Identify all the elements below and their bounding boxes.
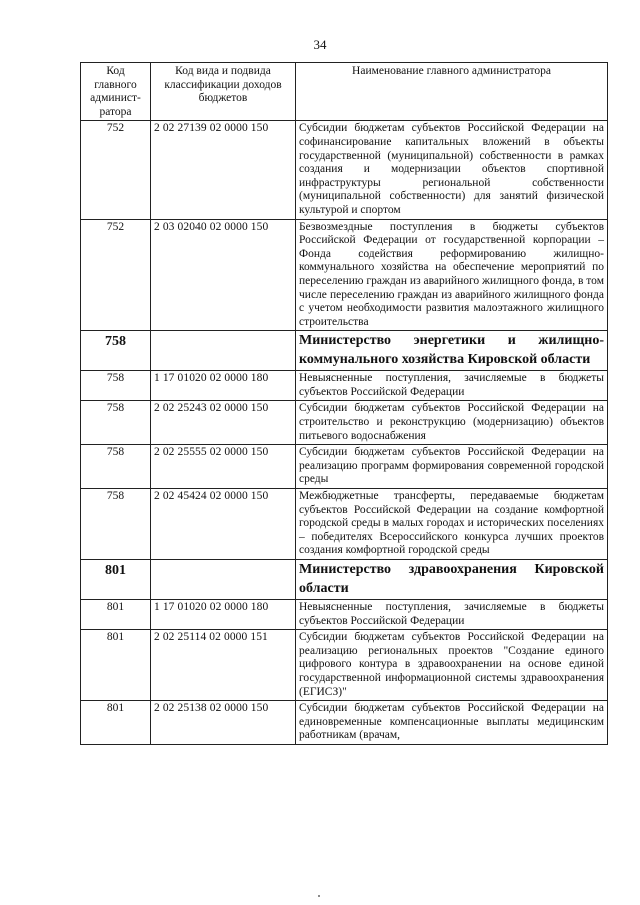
table-row bbox=[81, 600, 608, 630]
section-row bbox=[81, 331, 608, 371]
header-admin-name: Наименование главного администратора bbox=[296, 63, 608, 121]
revenue-name-cell: Невыясненные поступления, зачисляемые в бюджеты субъектов Российской Федерации bbox=[296, 600, 608, 630]
budget-revenue-table bbox=[80, 62, 608, 745]
revenue-code-cell: 2 02 45424 02 0000 150 bbox=[151, 489, 296, 560]
revenue-name-cell: Субсидии бюджетам субъектов Российской Федерации на софинансирование капитальных вложений в объекты государственной (муниципальной) собственности в рамках создания и модернизации объектов спортивной инфраструктуры региональной собственности (муниципальной собственности) для занятий физической культурой и спортом bbox=[296, 121, 608, 219]
revenue-name-cell: Межбюджетные трансферты, передаваемые бюджетам субъектов Российской Федерации на создание комфортной городской среды в малых городах и исторических поселениях – победителях Всероссийского конкурса лучших проектов создания комфортной городской среды bbox=[296, 489, 608, 560]
admin-code-cell: 801 bbox=[81, 630, 151, 701]
admin-code-cell: 758 bbox=[81, 401, 151, 445]
table-row bbox=[81, 401, 608, 445]
revenue-code-cell: 1 17 01020 02 0000 180 bbox=[151, 371, 296, 401]
revenue-code-cell bbox=[151, 331, 296, 371]
table-row bbox=[81, 121, 608, 219]
admin-code-cell: 801 bbox=[81, 560, 151, 600]
revenue-name-cell: Субсидии бюджетам субъектов Российской Федерации на единовременные компенсационные выплаты медицинским работникам (врачам, bbox=[296, 701, 608, 745]
header-revenue-classification-code: Код вида и подвида классификации доходов бюджетов bbox=[151, 63, 296, 121]
admin-code-cell: 758 bbox=[81, 445, 151, 489]
revenue-name-cell: Субсидии бюджетам субъектов Российской Федерации на реализацию программ формирования современной городской среды bbox=[296, 445, 608, 489]
admin-code-cell: 758 bbox=[81, 489, 151, 560]
table-row bbox=[81, 371, 608, 401]
table-body bbox=[81, 121, 608, 745]
page-number: 34 bbox=[313, 37, 327, 52]
revenue-code-cell: 2 02 25243 02 0000 150 bbox=[151, 401, 296, 445]
revenue-code-cell: 2 02 25138 02 0000 150 bbox=[151, 701, 296, 745]
revenue-code-cell bbox=[151, 560, 296, 600]
revenue-name-cell: Невыясненные поступления, зачисляемые в бюджеты субъектов Российской Федерации bbox=[296, 371, 608, 401]
revenue-code-cell: 1 17 01020 02 0000 180 bbox=[151, 600, 296, 630]
table-row bbox=[81, 219, 608, 331]
revenue-code-cell: 2 02 27139 02 0000 150 bbox=[151, 121, 296, 219]
admin-code-cell: 801 bbox=[81, 701, 151, 745]
scan-speck bbox=[318, 895, 320, 897]
revenue-name-cell: Субсидии бюджетам субъектов Российской Федерации на реализацию региональных проектов "Создание единого цифрового контура в здравоохранении на основе единой государственной информационной системы здравоохранения (ЕГИСЗ)" bbox=[296, 630, 608, 701]
admin-code-cell: 801 bbox=[81, 600, 151, 630]
ministry-name-cell: Министерство энергетики и жилищно-коммунального хозяйства Кировской области bbox=[296, 331, 608, 371]
admin-code-cell: 758 bbox=[81, 331, 151, 371]
admin-code-cell: 758 bbox=[81, 371, 151, 401]
revenue-code-cell: 2 02 25114 02 0000 151 bbox=[151, 630, 296, 701]
revenue-code-cell: 2 02 25555 02 0000 150 bbox=[151, 445, 296, 489]
revenue-name-cell: Субсидии бюджетам субъектов Российской Федерации на строительство и реконструкцию (модернизацию) объектов питьевого водоснабжения bbox=[296, 401, 608, 445]
table-row bbox=[81, 630, 608, 701]
table-row bbox=[81, 701, 608, 745]
table-row bbox=[81, 445, 608, 489]
revenue-code-cell: 2 03 02040 02 0000 150 bbox=[151, 219, 296, 331]
revenue-name-cell: Безвозмездные поступления в бюджеты субъектов Российской Федерации от государственной корпорации – Фонда содействия реформированию жилищно-коммунального хозяйства на обеспечение мероприятий по переселению граждан из аварийного жилищного фонда, в том числе переселению граждан из аварийного жилищного фонда с учетом необходимости развития малоэтажного жилищного строительства bbox=[296, 219, 608, 331]
header-admin-code: Код главного админист-ратора bbox=[81, 63, 151, 121]
ministry-name-cell: Министерство здравоохранения Кировской области bbox=[296, 560, 608, 600]
section-row bbox=[81, 560, 608, 600]
table-row bbox=[81, 489, 608, 560]
table-header-row bbox=[81, 63, 608, 121]
admin-code-cell: 752 bbox=[81, 219, 151, 331]
admin-code-cell: 752 bbox=[81, 121, 151, 219]
